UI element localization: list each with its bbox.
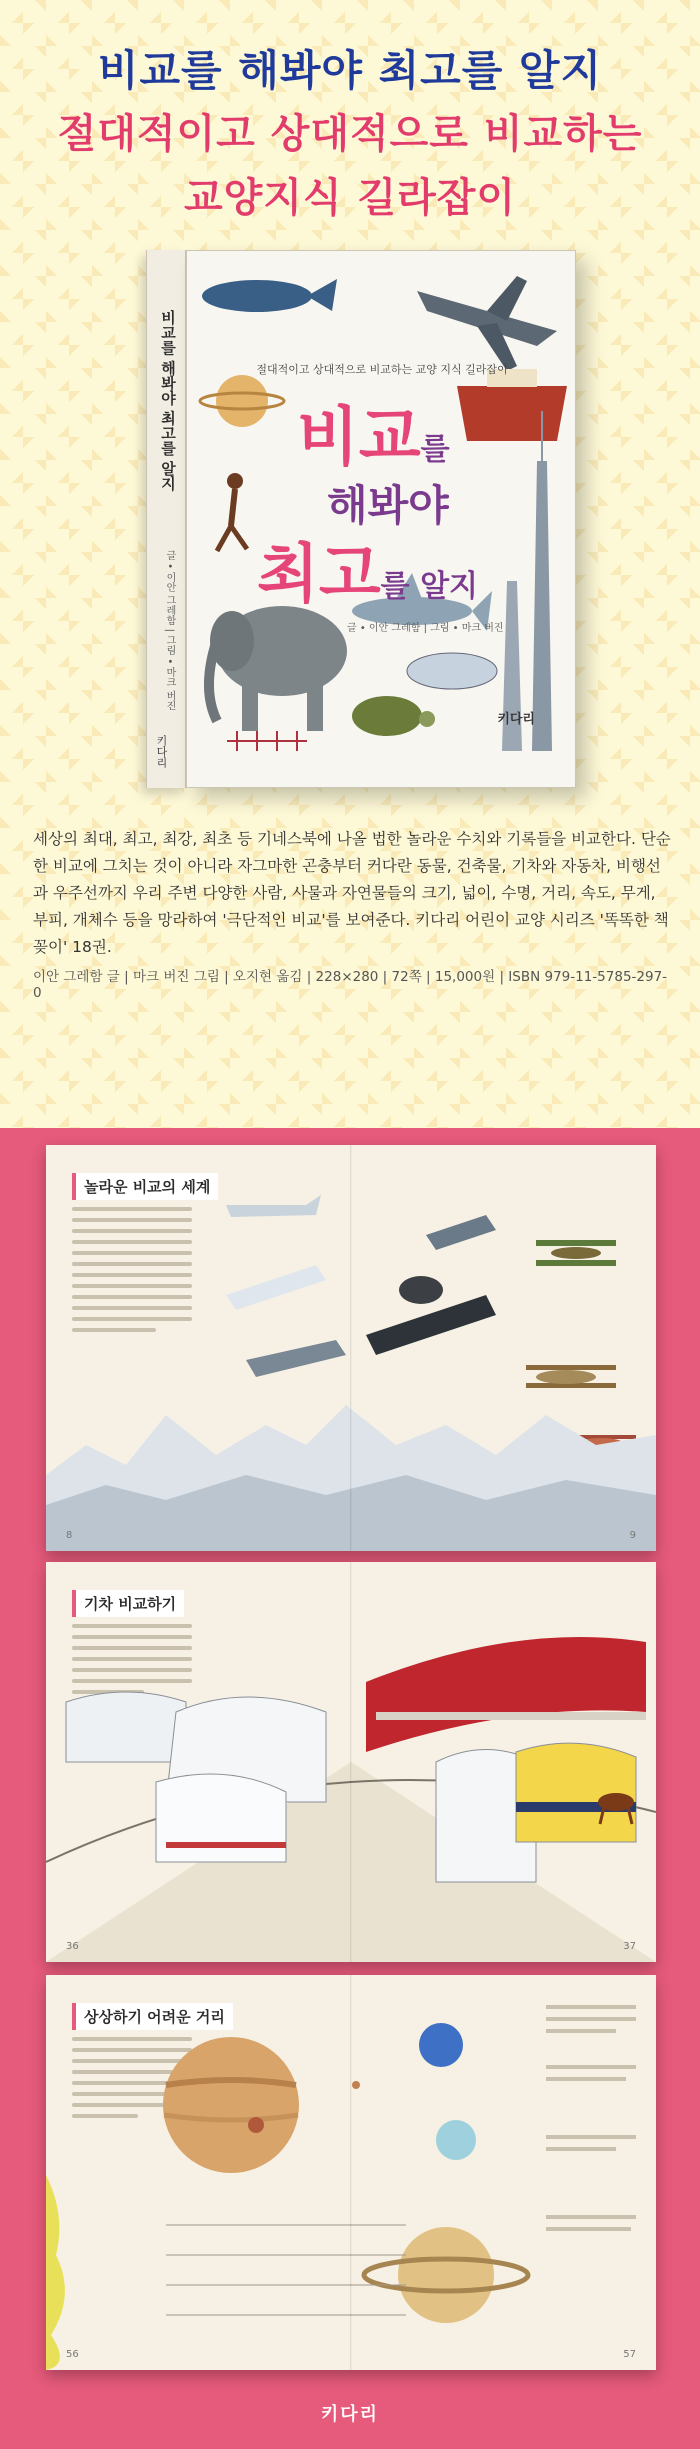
page-number-left: 56: [66, 2349, 79, 2360]
space-station-illustration: [407, 653, 497, 689]
spread-title: 기차 비교하기: [72, 1590, 184, 1617]
cover-title-1: [297, 386, 450, 478]
elephant-illustration: [209, 606, 347, 731]
cover-tagline: 절대적이고 상대적으로 비교하는 교양 지식 길라잡이: [256, 363, 508, 376]
spread-trains: [46, 1562, 656, 1962]
spread-aircraft: [46, 1145, 656, 1551]
page-number-right: 57: [623, 2349, 636, 2360]
cover-publisher: 키다리: [497, 712, 535, 727]
spread-planets: [46, 1975, 656, 2370]
page-number-left: 8: [66, 1530, 73, 1541]
cover-title-3-main: 최고: [257, 538, 381, 612]
spread-title: 놀라운 비교의 세계: [72, 1173, 218, 1200]
page-number-left: 36: [66, 1941, 79, 1952]
book-cover: [186, 250, 576, 788]
cover-title-1-particle: 를: [420, 432, 450, 467]
cover-title-3-particle: 를 알지: [380, 569, 479, 604]
aircraft-illustration: [46, 1145, 656, 1551]
planet-illustration: [200, 375, 284, 427]
jet-illustration: [417, 276, 557, 371]
ship-illustration: [457, 369, 567, 441]
headline-line-1: 비교를 해봐야 최고를 알지: [97, 46, 603, 95]
cover-title-2: 해봐야: [327, 481, 449, 530]
spread-title: 상상하기 어려운 거리: [72, 2003, 233, 2030]
trains-illustration: [46, 1562, 656, 1962]
cover-title-3: [257, 523, 478, 615]
cover-credit: 글 • 이안 그레함 | 그림 • 마크 버진: [347, 623, 504, 634]
headline-line-2: 절대적이고 상대적으로 비교하는: [57, 111, 643, 157]
scribble-decoration: [227, 731, 307, 751]
promo-top-section: [0, 0, 700, 1128]
turtle-illustration: [352, 696, 435, 736]
book-spine: [146, 250, 186, 788]
skyscraper-illustration: [502, 411, 552, 751]
planets-illustration: [46, 1975, 656, 2370]
headline-line-3: 교양지식 길라잡이: [183, 175, 517, 221]
page-number-right: 37: [623, 1941, 636, 1952]
page-number-right: 9: [629, 1530, 636, 1541]
book-description: 세상의 최대, 최고, 최강, 최초 등 기네스북에 나올 법한 놀라운 수치와 기록들을 비교한다. 단순한 비교에 그치는 것이 아니라 자그마한 곤충부터 커다란 동물, 건축물, 기차와 자동차, 비행선과 우주선까지 우리 주변 다양한 사람, 사물과 자연물들의 크기, 넓이, 수명, 거리, 속도, 무게, 부피, 개체수 등을 망라하여 '극단적인 비교'를 보여준다. 키다리 어린이 교양 시리즈 '똑똑한 책꽂이' 18권.: [33, 830, 671, 956]
spine-credit: 글 • 이안 그레함 | 그림 • 마크 버진: [164, 550, 175, 711]
publisher-logo: 키다리: [320, 2404, 380, 2425]
runner-illustration: [217, 473, 247, 551]
book-meta: 이안 그레함 글 | 마크 버진 그림 | 오지현 옮김 | 228×280 | 72쪽 | 15,000원 | ISBN 979-11-5785-297-0: [33, 969, 668, 1001]
spine-title: 비교를 해봐야 최고를 알지: [159, 310, 177, 491]
spine-publisher: 키다리: [155, 735, 168, 768]
whale-illustration: [202, 279, 337, 312]
cover-title-1-main: 비교: [297, 401, 421, 475]
